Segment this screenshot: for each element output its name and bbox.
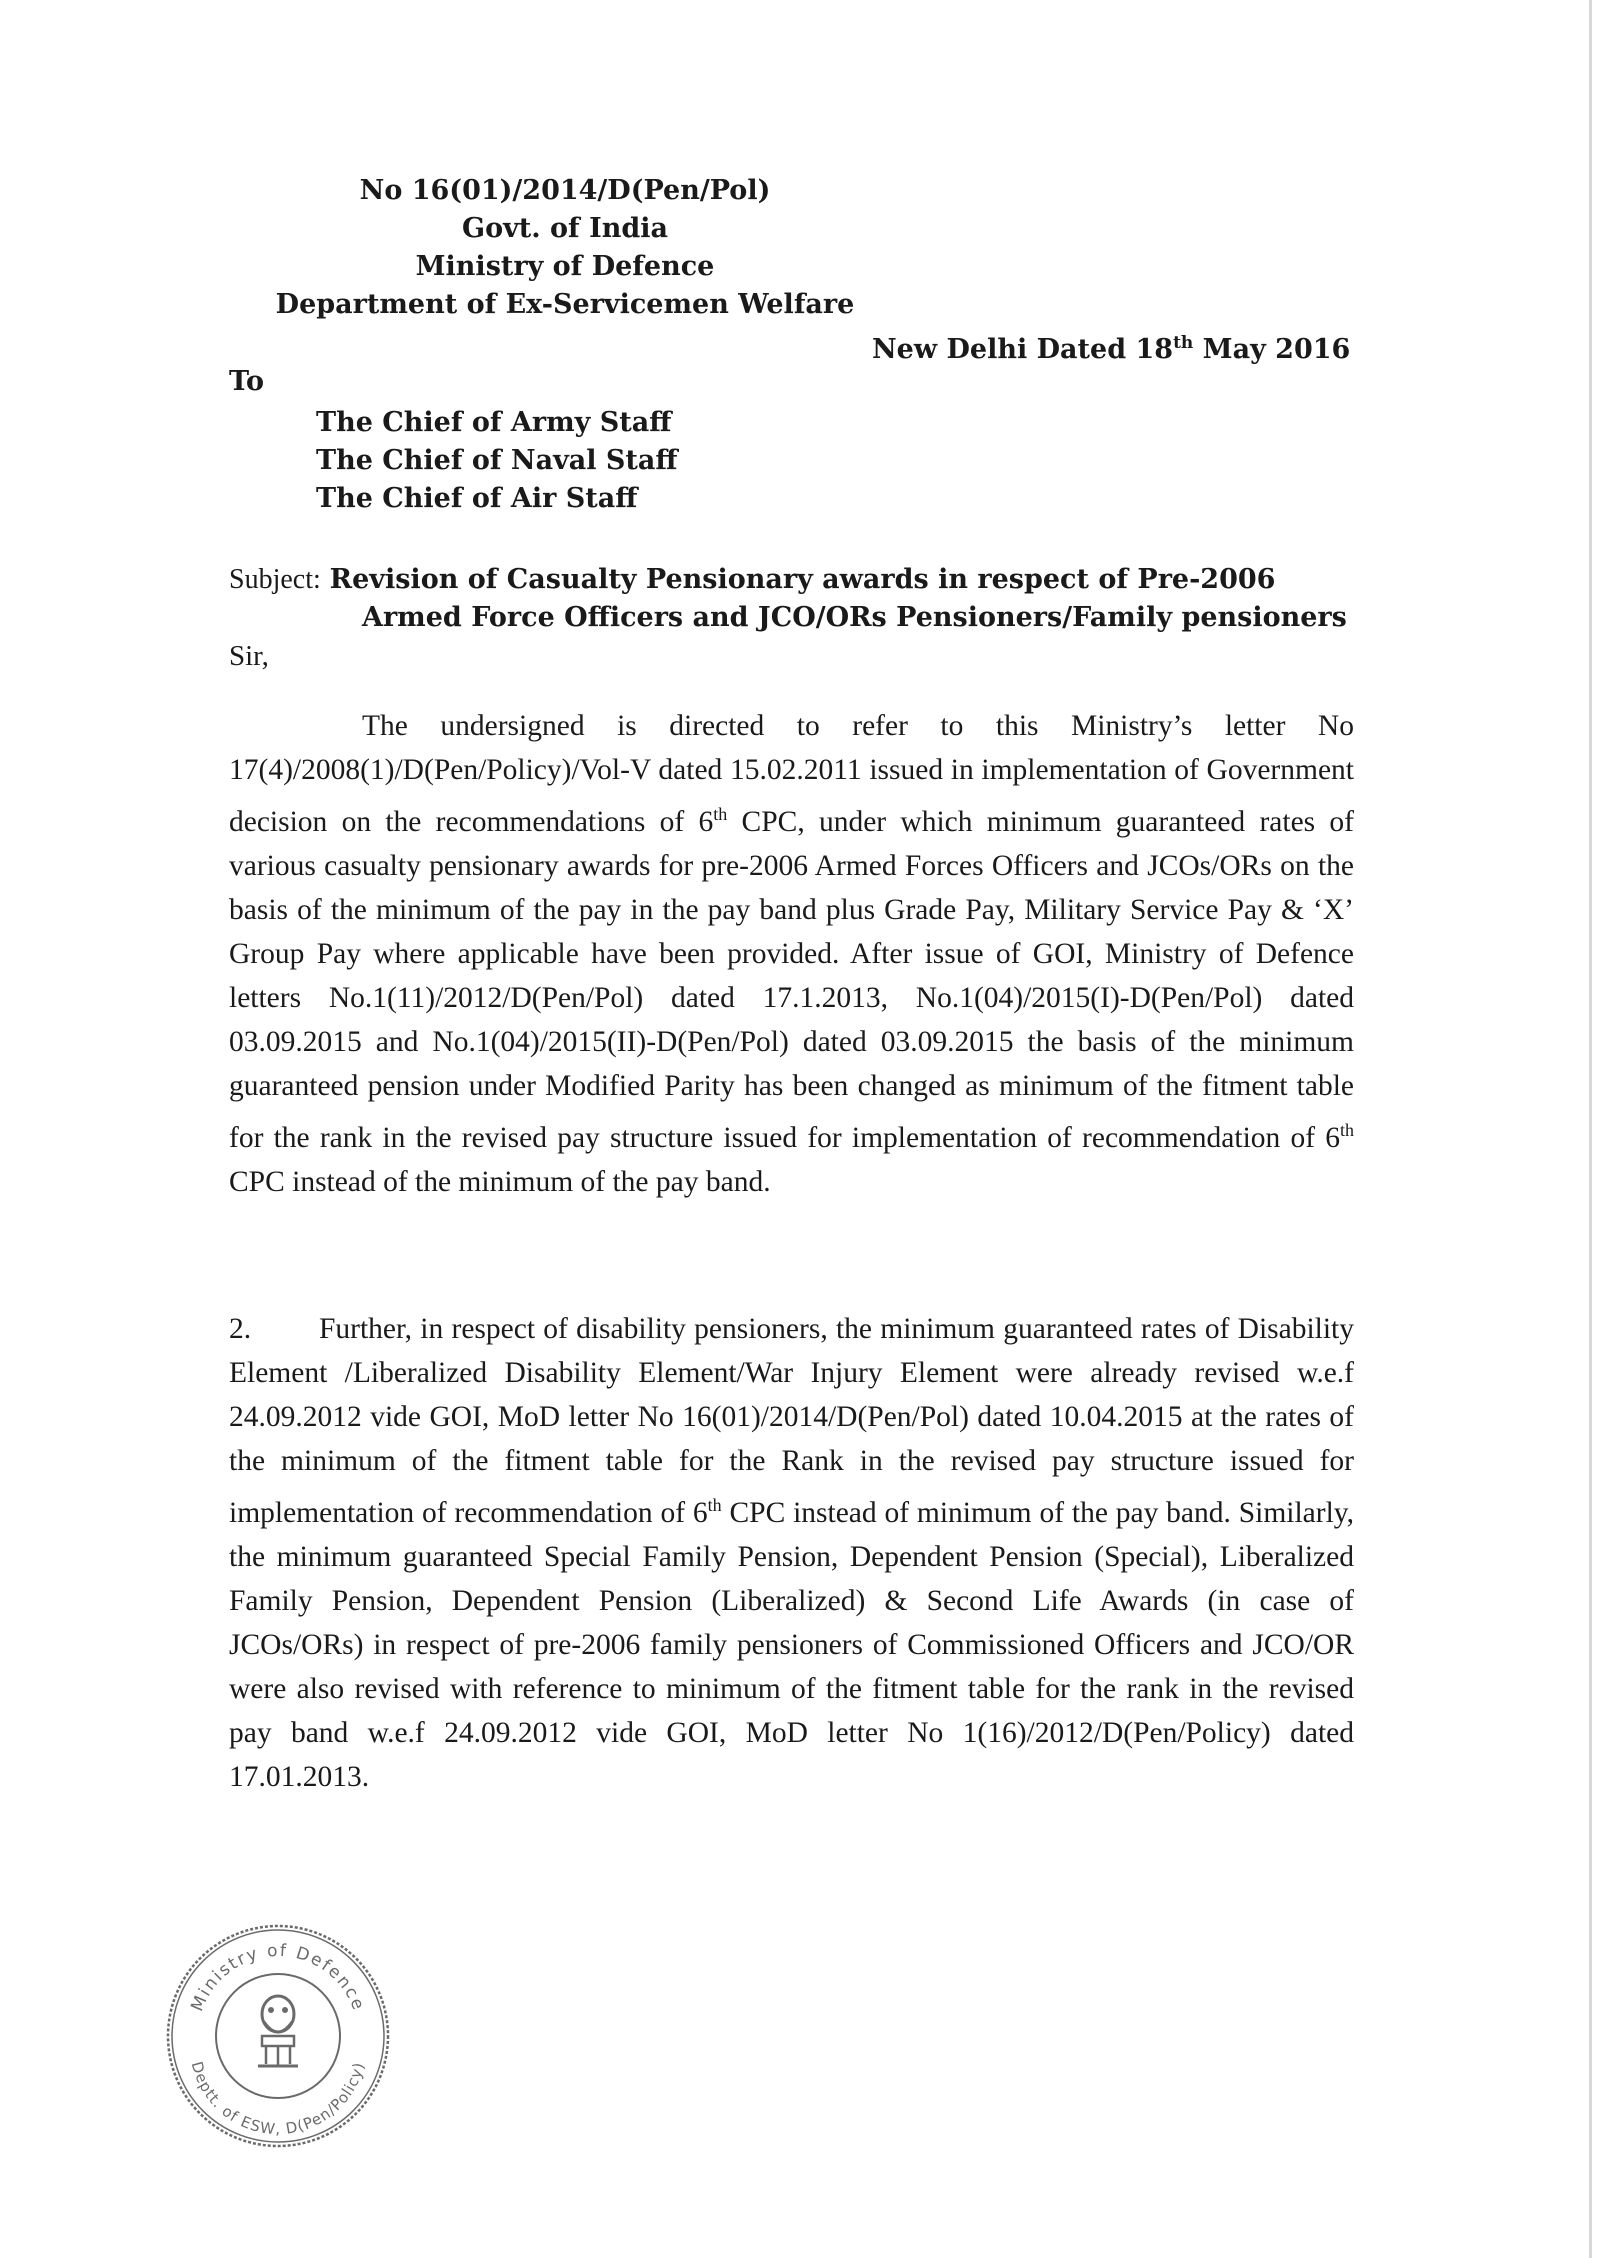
paragraph-1-sup-2: th (1339, 1119, 1354, 1140)
addressee-army: The Chief of Army Staff (316, 407, 672, 438)
date-line-prefix: New Delhi Dated 18 (872, 334, 1174, 365)
paragraph-2-sup-1: th (707, 1495, 722, 1515)
department-line: Department of Ex-Servicemen Welfare (275, 289, 855, 320)
paragraph-2-number: 2. (229, 1313, 252, 1345)
paragraph-1-part-2: CPC, under which minimum guaranteed rates of various casualty pensionary awards for pre-2006 Armed Forces Officers and JCOs/ORs on the basis of the minimum of the pay in the pay band plus Grade Pay, Military Service Pay & ‘X’ Group Pay where applicable have been provided. After issue of GOI, Ministry of Defence letters No.1(11)/2012/D(Pen/Pol) dated 17.1.2013, No.1(04)/2015(I)-D(Pen/Pol) dated 03.09.2015 and No.1(04)/2015(II)-D(Pen/Pol) dated 03.09.2015 the basis of the minimum guaranteed pension under Modified Parity has been changed as minimum of the fitment table for the rank in the revised pay structure issued for implementation of recommendation of 6 (229, 805, 1354, 1154)
date-line (0, 324, 1600, 369)
official-seal-stamp (160, 1918, 396, 2154)
addressee-navy: The Chief of Naval Staff (316, 445, 678, 476)
to-label: To (229, 366, 265, 397)
ministry-line: Ministry of Defence (415, 251, 715, 282)
paragraph-2 (229, 1307, 1354, 1799)
subject-line-2: Armed Force Officers and JCO/ORs Pensioners/Family pensioners (362, 602, 1347, 633)
subject-line-1: Revision of Casualty Pensionary awards in respect of Pre-2006 (329, 564, 1276, 595)
date-superscript: th (1173, 333, 1194, 353)
addressee-air: The Chief of Air Staff (316, 483, 638, 514)
seal-top-text: Ministry of Defence (187, 1940, 369, 2015)
paragraph-1-sup-1: th (713, 804, 728, 824)
reference-number: No 16(01)/2014/D(Pen/Pol) (359, 175, 771, 206)
seal-bottom-text: Deptt. of ESW, D(Pen/Policy) (187, 2059, 369, 2139)
subject-label: Subject: (229, 564, 321, 595)
letter-header (0, 172, 1600, 369)
paragraph-2-part-2: CPC instead of minimum of the pay band. Similarly, the minimum guaranteed Special Family Pension, Dependent Pension (Special), Liberalized Family Pension, Dependent Pension (Liberalized) & Second Life Awards (in case of JCOs/ORs) in respect of pre-2006 family pensioners of Commissioned Officers and JCO/OR were also revised with reference to minimum of the fitment table for the rank in the revised pay band w.e.f 24.09.2012 vide GOI, MoD letter No 1(16)/2012/D(Pen/Policy) dated 17.01.2013. (229, 1496, 1354, 1793)
paragraph-2-part-1: Further, in respect of disability pensioners, the minimum guaranteed rates of Disability Element /Liberalized Disability Element/War Injury Element were already revised w.e.f 24.09.2012 vide GOI, MoD letter No 16(01)/2014/D(Pen/Pol) dated 10.04.2015 at the rates of the minimum of the fitment table for the Rank in the revised pay structure issued for implementation of recommendation of 6 (229, 1313, 1354, 1529)
seal-graphic (160, 1918, 396, 2154)
paragraph-1-part-1: The undersigned is directed to refer to this Ministry’s letter No 17(4)/2008(1)/D(Pen/Policy)/Vol-V dated 15.02.2011 issued in implementation of Government decision on the recommendations of 6 (229, 710, 1354, 838)
date-line-suffix: May 2016 (1193, 334, 1351, 365)
salutation: Sir, (229, 640, 269, 672)
addressee-list (316, 404, 678, 518)
paragraph-1 (229, 704, 1354, 1204)
paragraph-1-part-3: CPC instead of the minimum of the pay band. (229, 1165, 771, 1198)
govt-line: Govt. of India (462, 213, 668, 244)
subject-block (229, 560, 1354, 637)
national-emblem-icon (258, 1996, 298, 2066)
